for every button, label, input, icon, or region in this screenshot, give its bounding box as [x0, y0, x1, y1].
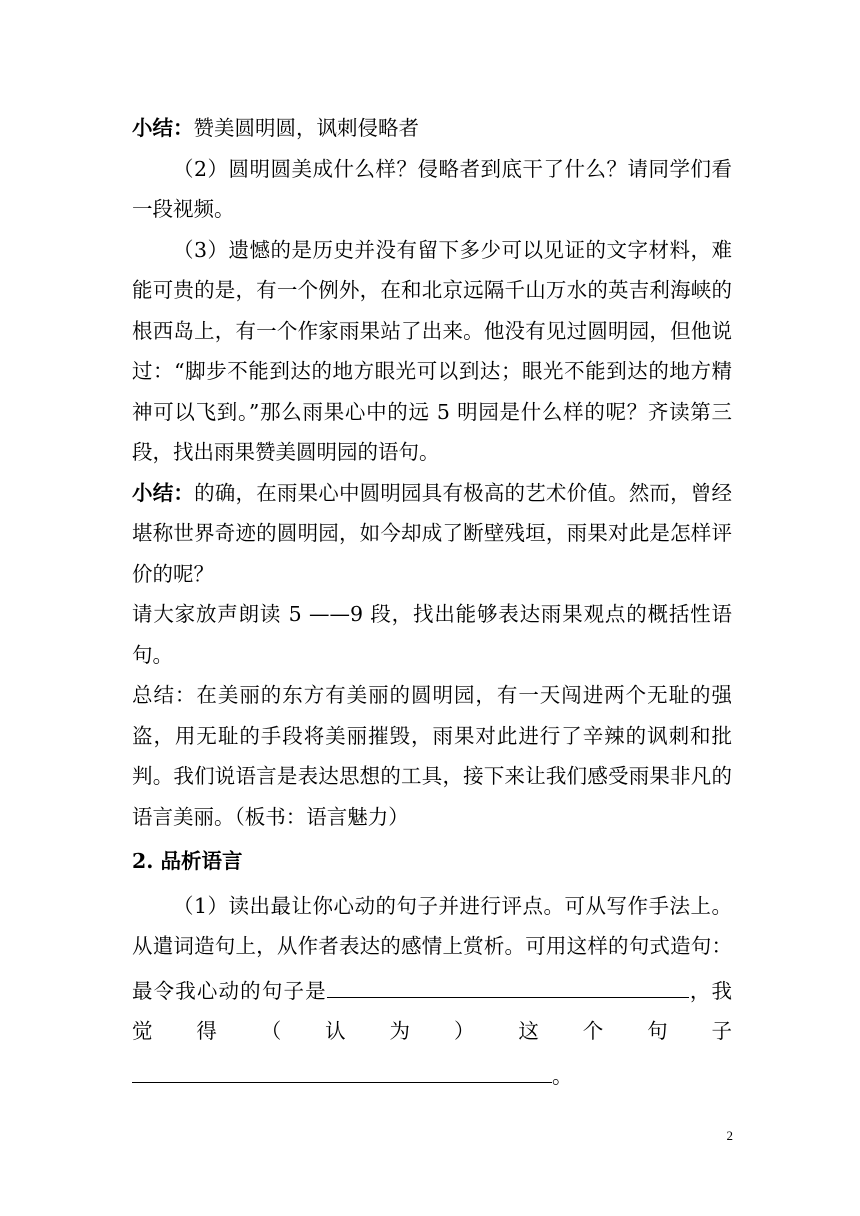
analysis-paragraph — [132, 886, 732, 1097]
fill-blank-reason[interactable] — [132, 1052, 552, 1083]
paragraph-question-3: （3）遗憾的是历史并没有留下多少可以见证的文字材料，难能可贵的是，有一个例外，在和北京远隔千山万水的英吉利海峡的根西岛上，有一个作家雨果站了出来。他没有见过圆明园，但他说过：“脚步不能到达的地方眼光可以到达；眼光不能到达的地方精神可以飞到。”那么雨果心中的远 5 明园是什么样的呢？齐读第三段，找出雨果赞美圆明园的语句。 — [132, 237, 732, 464]
read-aloud-instruction: 请大家放声朗读 5 ——9 段，找出能够表达雨果观点的概括性语句。 — [132, 602, 732, 667]
analysis-end: 。 — [552, 1063, 573, 1088]
analysis-intro: （1）读出最让你心动的句子并进行评点。可从写作手法上。从遣词造句上，从作者表达的感情上赏析。可用这样的句式造句：最令我心动的句子是 — [132, 893, 732, 1003]
fill-blank-sentence[interactable] — [327, 967, 689, 998]
summary-paragraph — [132, 108, 732, 149]
summary-text: 赞美圆明圆，讽刺侵略者 — [193, 116, 419, 140]
section-heading: 2. 品析语言 — [132, 849, 243, 873]
page-number: 2 — [726, 1128, 733, 1143]
analysis-mid: ，我觉得（认为）这个句子 — [132, 978, 733, 1043]
document-body — [132, 108, 732, 1096]
conclusion-paragraph: 总结：在美丽的东方有美丽的圆明园，有一天闯进两个无耻的强盗，用无耻的手段将美丽摧毁，雨果对此进行了辛辣的讽刺和批判。我们说语言是表达思想的工具，接下来让我们感受雨果非凡的语言美丽。（板书：语言魅力） — [132, 683, 732, 829]
summary-text-2: 的确，在雨果心中圆明园具有极高的艺术价值。然而，曾经堪称世界奇迹的圆明园，如今却成了断壁残垣，雨果对此是怎样评价的呢？ — [132, 480, 733, 586]
summary-paragraph-2 — [132, 473, 732, 595]
summary-label-2: 小结： — [132, 480, 195, 505]
paragraph-question-2: （2）圆明圆美成什么样？侵略者到底干了什么？请同学们看一段视频。 — [132, 156, 732, 221]
summary-label: 小结： — [132, 116, 194, 140]
